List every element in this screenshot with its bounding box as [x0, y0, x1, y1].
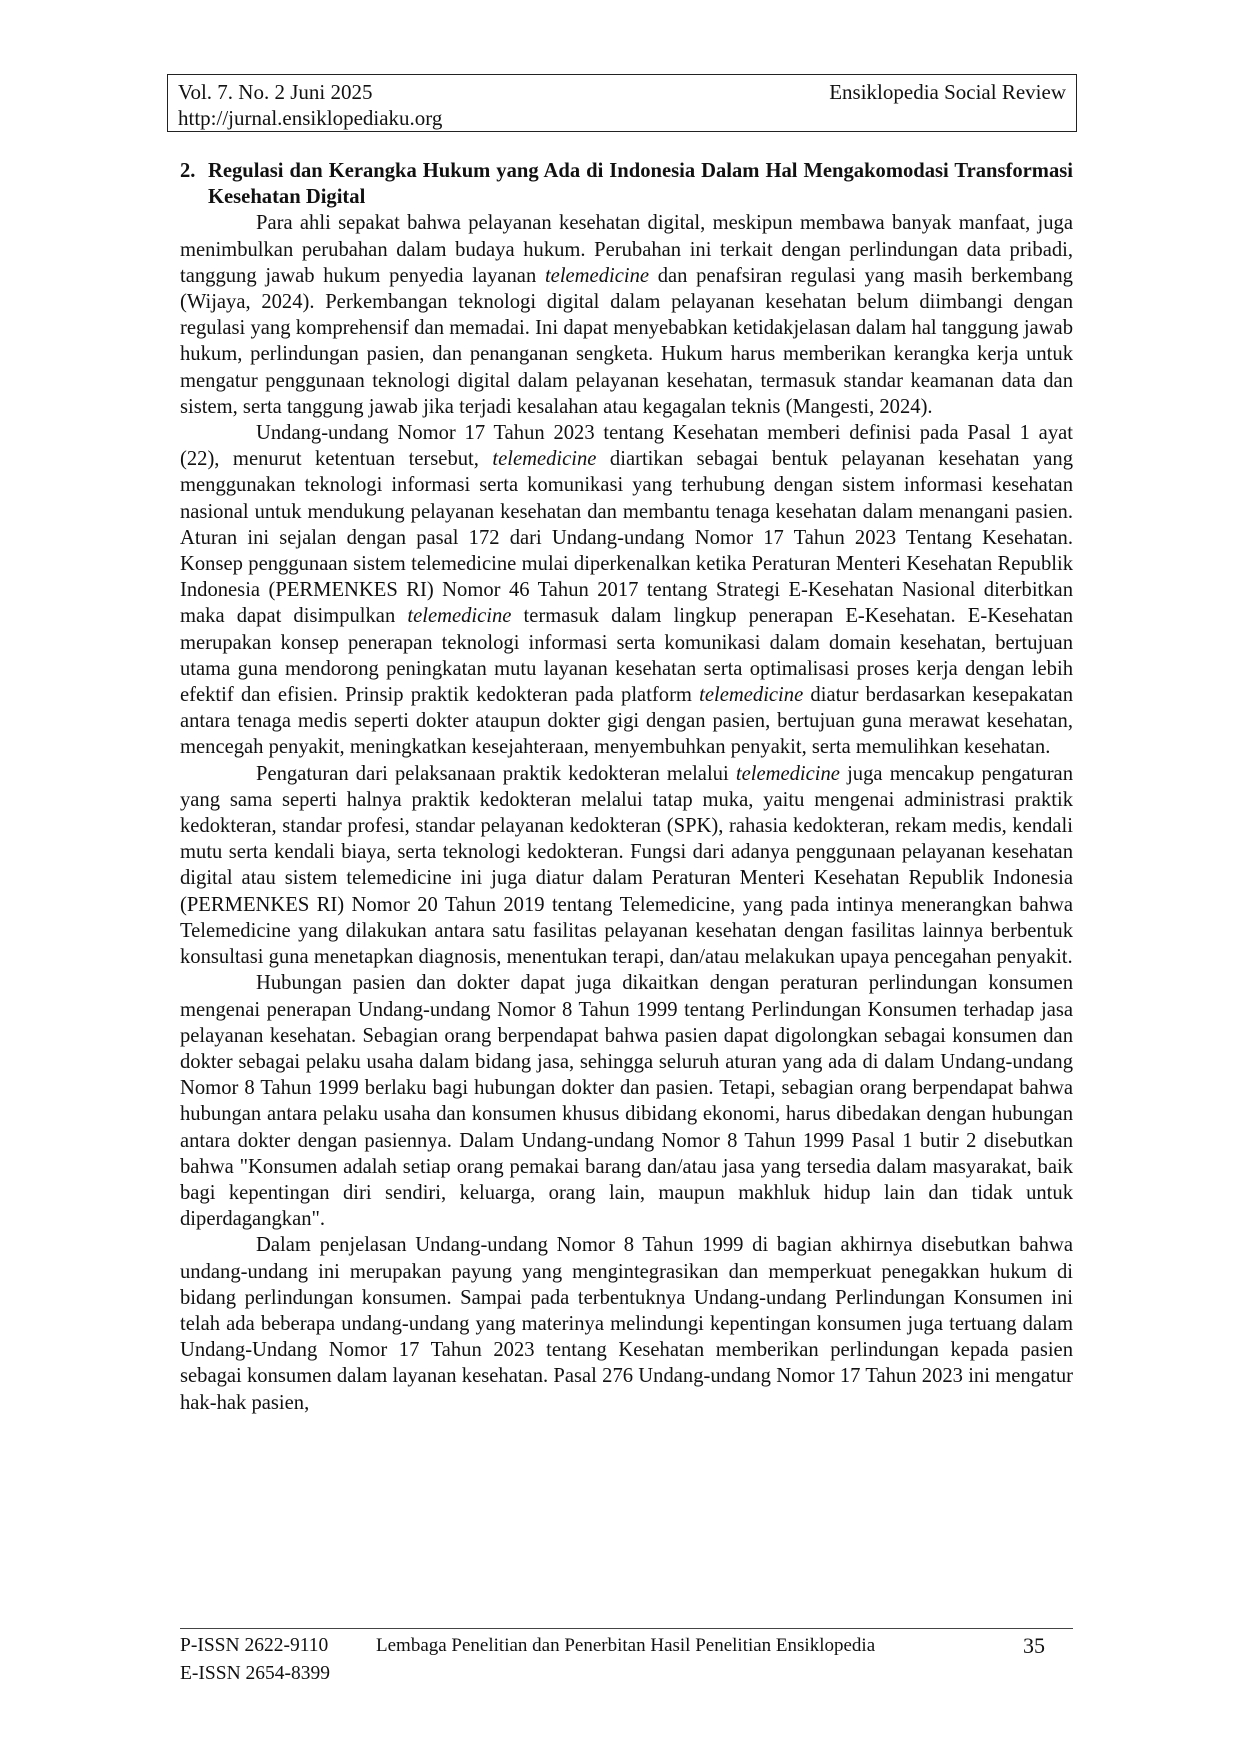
text-run: Pengaturan dari pelaksanaan praktik kedokteran melalui: [256, 762, 736, 785]
paragraph: [180, 210, 1073, 420]
paragraph: [180, 761, 1073, 971]
paragraph: [180, 970, 1073, 1232]
text-run: dan penafsiran regulasi yang masih berkembang (Wijaya, 2024). Perkembangan teknologi digital dalam pelayanan kesehatan belum diimbangi dengan regulasi yang komprehensif dan memadai. Ini dapat menyebabkan ketidakjelasan dalam hal tanggung jawab hukum, perlindungan pasien, dan penanganan sengketa. Hukum harus memberikan kerangka kerja untuk mengatur penggunaan teknologi digital dalam pelayanan kesehatan, termasuk standar keamanan data dan sistem, serta tanggung jawab jika terjadi kesalahan atau kegagalan teknis (Mangesti, 2024).: [180, 264, 1073, 418]
text-run: diatur berdasarkan kesepakatan antara tenaga medis seperti dokter ataupun dokter gigi dengan pasien, bertujuan guna merawat kesehatan, mencegah penyakit, meningkatkan kesejahteraan, menyembuhkan penyakit, serta memulihkan kesehatan.: [180, 684, 1073, 759]
text-run: termasuk dalam lingkup penerapan E-Kesehatan. E-Kesehatan merupakan konsep penerapan teknologi informasi serta komunikasi dalam domain kesehatan, bertujuan utama guna mendorong peningkatan mutu layanan kesehatan serta optimalisasi proses kerja dengan lebih efektif dan efisien. Prinsip praktik kedokteran pada platform: [180, 605, 1073, 707]
header-row: [178, 79, 1066, 105]
text-run: Dalam penjelasan Undang-undang Nomor 8 Tahun 1999 di bagian akhirnya disebutkan bahwa undang-undang ini merupakan payung yang mengintegrasikan dan memperkuat penegakkan hukum di bidang perlindungan konsumen. Sampai pada terbentuknya Undang-undang Perlindungan Konsumen ini telah ada beberapa undang-undang yang materinya melindungi kepentingan konsumen juga tertuang dalam Undang-Undang Nomor 17 Tahun 2023 tentang Kesehatan memberikan perlindungan kepada pasien sebagai konsumen dalam layanan kesehatan. Pasal 276 Undang-undang Nomor 17 Tahun 2023 ini mengatur hak-hak pasien,: [180, 1234, 1073, 1414]
section-number: 2.: [180, 160, 196, 182]
footer-divider: [180, 1628, 1073, 1629]
section-title: Regulasi dan Kerangka Hukum yang Ada di Indonesia Dalam Hal Mengakomodasi Transformasi Kesehatan Digital: [208, 160, 1073, 209]
journal-volume: Vol. 7. No. 2 Juni 2025: [178, 80, 373, 104]
paragraph: [180, 1232, 1073, 1415]
text-run: Undang-undang Nomor 17 Tahun 2023 tentang Kesehatan memberi definisi pada Pasal 1 ayat (22), menurut ketentuan tersebut,: [180, 422, 1073, 471]
italic-term: telemedicine: [544, 264, 650, 287]
text-run: Para ahli sepakat bahwa pelayanan kesehatan digital, meskipun membawa banyak manfaat, juga menimbulkan perubahan dalam budaya hukum. Perubahan ini terkait dengan perlindungan data pribadi, tanggung jawab hukum penyedia layanan: [180, 212, 1073, 287]
text-run: Hubungan pasien dan dokter dapat juga dikaitkan dengan peraturan perlindungan konsumen mengenai penerapan Undang-undang Nomor 8 Tahun 1999 tentang Perlindungan Konsumen terhadap jasa pelayanan kesehatan. Sebagian orang berpendapat bahwa pasien dapat digolongkan sebagai konsumen dan dokter sebagai pelaku usaha dalam bidang jasa, sehingga seluruh aturan yang ada di dalam Undang-undang Nomor 8 Tahun 1999 berlaku bagi hubungan dokter dan pasien. Tetapi, sebagian orang berpendapat bahwa hubungan antara pelaku usaha dan konsumen khusus dibidang ekonomi, harus dibedakan dengan hubungan antara dokter dengan pasiennya. Dalam Undang-undang Nomor 8 Tahun 1999 Pasal 1 butir 2 disebutkan bahwa "Konsumen adalah setiap orang pemakai barang dan/atau jasa yang tersedia dalam masyarakat, baik bagi kepentingan diri sendiri, keluarga, orang lain, maupun makhluk hidup lain dan tidak untuk diperdagangkan".: [180, 972, 1073, 1231]
journal-name: Ensiklopedia Social Review: [829, 80, 1066, 104]
page-number: 35: [1023, 1633, 1045, 1658]
italic-term: telemedicine: [492, 448, 597, 471]
text-run: juga mencakup pengaturan yang sama seperti halnya praktik kedokteran melalui tatap muka, yaitu mengenai administrasi praktik kedokteran, standar profesi, standar pelayanan kedokteran (SPK), rahasia kedokteran, rekam medis, kendali mutu serta kendali biaya, serta teknologi kedokteran. Fungsi dari adanya penggunaan pelayanan kesehatan digital atau sistem telemedicine ini juga diatur dalam Peraturan Menteri Kesehatan Republik Indonesia (PERMENKES RI) Nomor 20 Tahun 2019 tentang Telemedicine, yang pada intinya menerangkan bahwa Telemedicine yang dilakukan antara satu fasilitas pelayanan kesehatan dengan fasilitas lainnya berbentuk konsultasi guna menetapkan diagnosis, menentukan terapi, dan/atau melakukan upaya pencegahan penyakit.: [180, 762, 1073, 969]
e-issn: E-ISSN 2654-8399: [180, 1663, 331, 1684]
italic-term: telemedicine: [407, 605, 512, 628]
p-issn: P-ISSN 2622-9110: [180, 1635, 329, 1656]
running-header: [167, 74, 1077, 132]
section-heading: [180, 158, 1073, 210]
journal-url: http://jurnal.ensiklopediaku.org: [178, 106, 443, 130]
paragraph: [180, 420, 1073, 761]
italic-term: telemedicine: [735, 762, 840, 785]
text-run: diartikan sebagai bentuk pelayanan kesehatan yang menggunakan teknologi informasi serta komunikasi yang terhubung dengan sistem informasi kesehatan nasional untuk mendukung pelayanan kesehatan dan membantu tenaga kesehatan dalam menangani pasien. Aturan ini sejalan dengan pasal 172 dari Undang-undang Nomor 17 Tahun 2023 Tentang Kesehatan. Konsep penggunaan sistem telemedicine mulai diperkenalkan ketika Peraturan Menteri Kesehatan Republik Indonesia (PERMENKES RI) Nomor 46 Tahun 2017 tentang Strategi E-Kesehatan Nasional diterbitkan maka dapat disimpulkan: [180, 448, 1073, 628]
italic-term: telemedicine: [699, 684, 804, 707]
article-body: [180, 158, 1073, 1416]
publisher-name: Lembaga Penelitian dan Penerbitan Hasil Penelitian Ensiklopedia: [376, 1635, 876, 1656]
